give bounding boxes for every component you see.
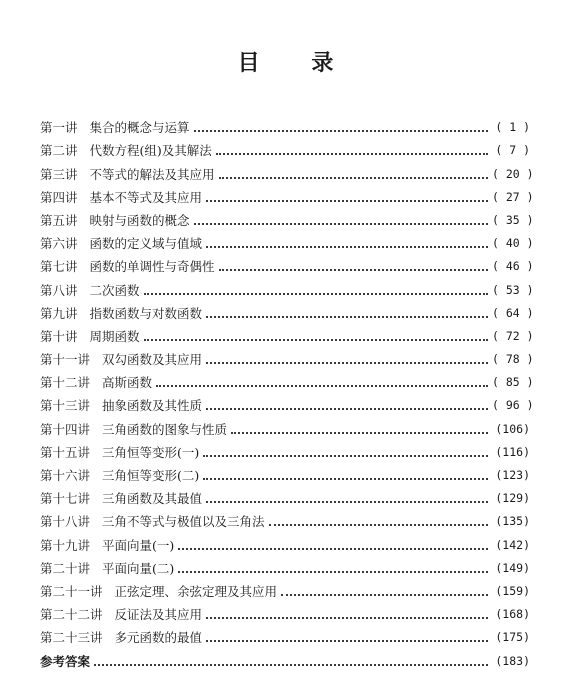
toc-entry-answers[interactable] [40, 645, 530, 668]
toc-entry[interactable] [40, 529, 530, 552]
page-number: ( 78 ) [492, 352, 534, 367]
toc-entry[interactable] [40, 622, 530, 645]
lecture-number: 第十五讲 [40, 444, 91, 460]
dot-leader [94, 663, 488, 666]
dot-leader [206, 407, 488, 410]
lecture-topic: 三角不等式与极值以及三角法 [102, 514, 265, 530]
lecture-number: 第十九讲 [40, 537, 91, 553]
page-number: ( 35 ) [492, 212, 534, 227]
dot-leader [206, 616, 488, 619]
page-number: ( 40 ) [492, 236, 534, 251]
lecture-topic: 函数的单调性与奇偶性 [89, 259, 215, 275]
page-number: (142) [495, 537, 530, 552]
page-number: (135) [495, 514, 530, 529]
page-title: 目 录 [237, 50, 356, 76]
page-number: ( 20 ) [492, 166, 534, 181]
lecture-topic: 指数函数与对数函数 [89, 305, 203, 321]
dot-leader [281, 593, 488, 596]
toc-entry[interactable] [40, 599, 530, 622]
lecture-topic: 高斯函数 [102, 375, 153, 391]
answers-label: 参考答案 [40, 653, 91, 669]
toc-entry[interactable] [40, 298, 534, 321]
page-number: ( 64 ) [492, 305, 534, 320]
dot-leader [206, 315, 488, 318]
dot-leader [219, 176, 488, 179]
lecture-number: 第九讲 [40, 305, 78, 321]
toc-entry[interactable] [40, 460, 530, 483]
lecture-number: 第四讲 [40, 189, 78, 205]
lecture-topic: 抽象函数及其性质 [102, 398, 203, 414]
toc-entry[interactable] [40, 437, 530, 460]
dot-leader [206, 199, 488, 202]
lecture-number: 第二十一讲 [40, 583, 103, 599]
page-number: (149) [495, 560, 530, 575]
page-number: (106) [495, 421, 530, 436]
lecture-number: 第三讲 [40, 166, 78, 182]
page-number: ( 72 ) [492, 328, 534, 343]
lecture-number: 第五讲 [40, 212, 78, 228]
dot-leader [178, 570, 488, 573]
toc-entry[interactable] [40, 228, 534, 252]
dot-leader [231, 431, 488, 434]
dot-leader [206, 639, 488, 642]
toc-entry[interactable] [40, 483, 530, 506]
dot-leader [219, 268, 488, 271]
toc-entry[interactable] [40, 344, 534, 368]
toc-entry[interactable] [40, 553, 530, 576]
dot-leader [206, 245, 488, 248]
lecture-topic: 不等式的解法及其应用 [89, 166, 215, 182]
lecture-topic: 双勾函数及其应用 [102, 352, 203, 368]
dot-leader [144, 292, 488, 295]
toc-entry[interactable] [40, 367, 534, 391]
lecture-number: 第十八讲 [40, 514, 91, 530]
toc-entry[interactable] [40, 112, 530, 135]
lecture-topic: 三角函数及其最值 [102, 491, 203, 507]
toc-entry[interactable] [40, 576, 530, 599]
page-number: (183) [495, 653, 530, 668]
dot-leader [269, 523, 488, 526]
lecture-topic: 基本不等式及其应用 [89, 189, 203, 205]
page-number: (168) [495, 607, 530, 622]
dot-leader [194, 129, 488, 132]
toc-entry[interactable] [40, 135, 530, 158]
page-number: (159) [495, 583, 530, 598]
lecture-number: 第十讲 [40, 328, 78, 344]
toc-entry[interactable] [40, 413, 530, 436]
toc-entry[interactable] [40, 158, 534, 182]
page-number: ( 27 ) [492, 189, 534, 204]
page-number: ( 96 ) [492, 398, 534, 413]
toc-entry[interactable] [40, 321, 534, 344]
lecture-number: 第一讲 [40, 120, 78, 136]
lecture-topic: 三角恒等变形(一) [102, 444, 200, 460]
lecture-topic: 反证法及其应用 [114, 607, 203, 623]
lecture-number: 第十四讲 [40, 421, 91, 437]
page-number: ( 7 ) [495, 143, 530, 158]
lecture-topic: 三角函数的图象与性质 [102, 421, 228, 437]
dot-leader [203, 454, 488, 457]
lecture-topic: 正弦定理、余弦定理及其应用 [114, 583, 278, 599]
lecture-number: 第十六讲 [40, 468, 91, 483]
lecture-number: 第十一讲 [40, 352, 91, 368]
toc-entry[interactable] [40, 390, 534, 414]
dot-leader [203, 477, 488, 480]
dot-leader [178, 547, 488, 550]
lecture-number: 第十七讲 [40, 491, 91, 507]
lecture-number: 第二十二讲 [40, 607, 103, 623]
lecture-topic: 函数的定义域与值域 [89, 236, 203, 252]
page-number: (129) [495, 491, 530, 506]
lecture-number: 第二十三讲 [40, 630, 103, 646]
page-number: ( 46 ) [492, 259, 534, 274]
lecture-topic: 周期函数 [89, 328, 140, 344]
toc-entry[interactable] [40, 182, 534, 205]
lecture-topic: 平面向量(二) [102, 560, 175, 576]
lecture-number: 第十三讲 [40, 398, 91, 414]
lecture-topic: 平面向量(一) [102, 537, 175, 553]
toc-entry[interactable] [40, 205, 534, 228]
dot-leader [206, 500, 488, 503]
lecture-topic: 二次函数 [89, 282, 140, 298]
lecture-topic: 集合的概念与运算 [89, 120, 190, 136]
dot-leader [194, 222, 488, 225]
lecture-number: 第二讲 [40, 143, 78, 159]
toc-entry[interactable] [40, 506, 530, 529]
page-number: (123) [495, 468, 530, 482]
lecture-number: 第十二讲 [40, 375, 91, 391]
lecture-number: 第二十讲 [40, 560, 91, 576]
dot-leader [156, 384, 488, 387]
lecture-topic: 映射与函数的概念 [89, 212, 190, 228]
lecture-number: 第六讲 [40, 236, 78, 252]
dot-leader [206, 361, 488, 364]
lecture-topic: 三角恒等变形(二) [102, 468, 200, 483]
dot-leader [216, 152, 488, 155]
page-number: ( 1 ) [495, 120, 530, 135]
lecture-number: 第七讲 [40, 259, 78, 275]
dot-leader [144, 338, 488, 341]
lecture-topic: 多元函数的最值 [114, 630, 203, 646]
table-of-contents [40, 112, 534, 669]
toc-entry[interactable] [40, 274, 534, 298]
page-number: (116) [495, 444, 530, 459]
page-number: ( 85 ) [492, 375, 534, 390]
page-number: ( 53 ) [492, 282, 534, 297]
page-number: (175) [495, 630, 530, 645]
lecture-number: 第八讲 [40, 282, 78, 298]
lecture-topic: 代数方程(组)及其解法 [89, 143, 212, 159]
toc-entry[interactable] [40, 251, 534, 275]
